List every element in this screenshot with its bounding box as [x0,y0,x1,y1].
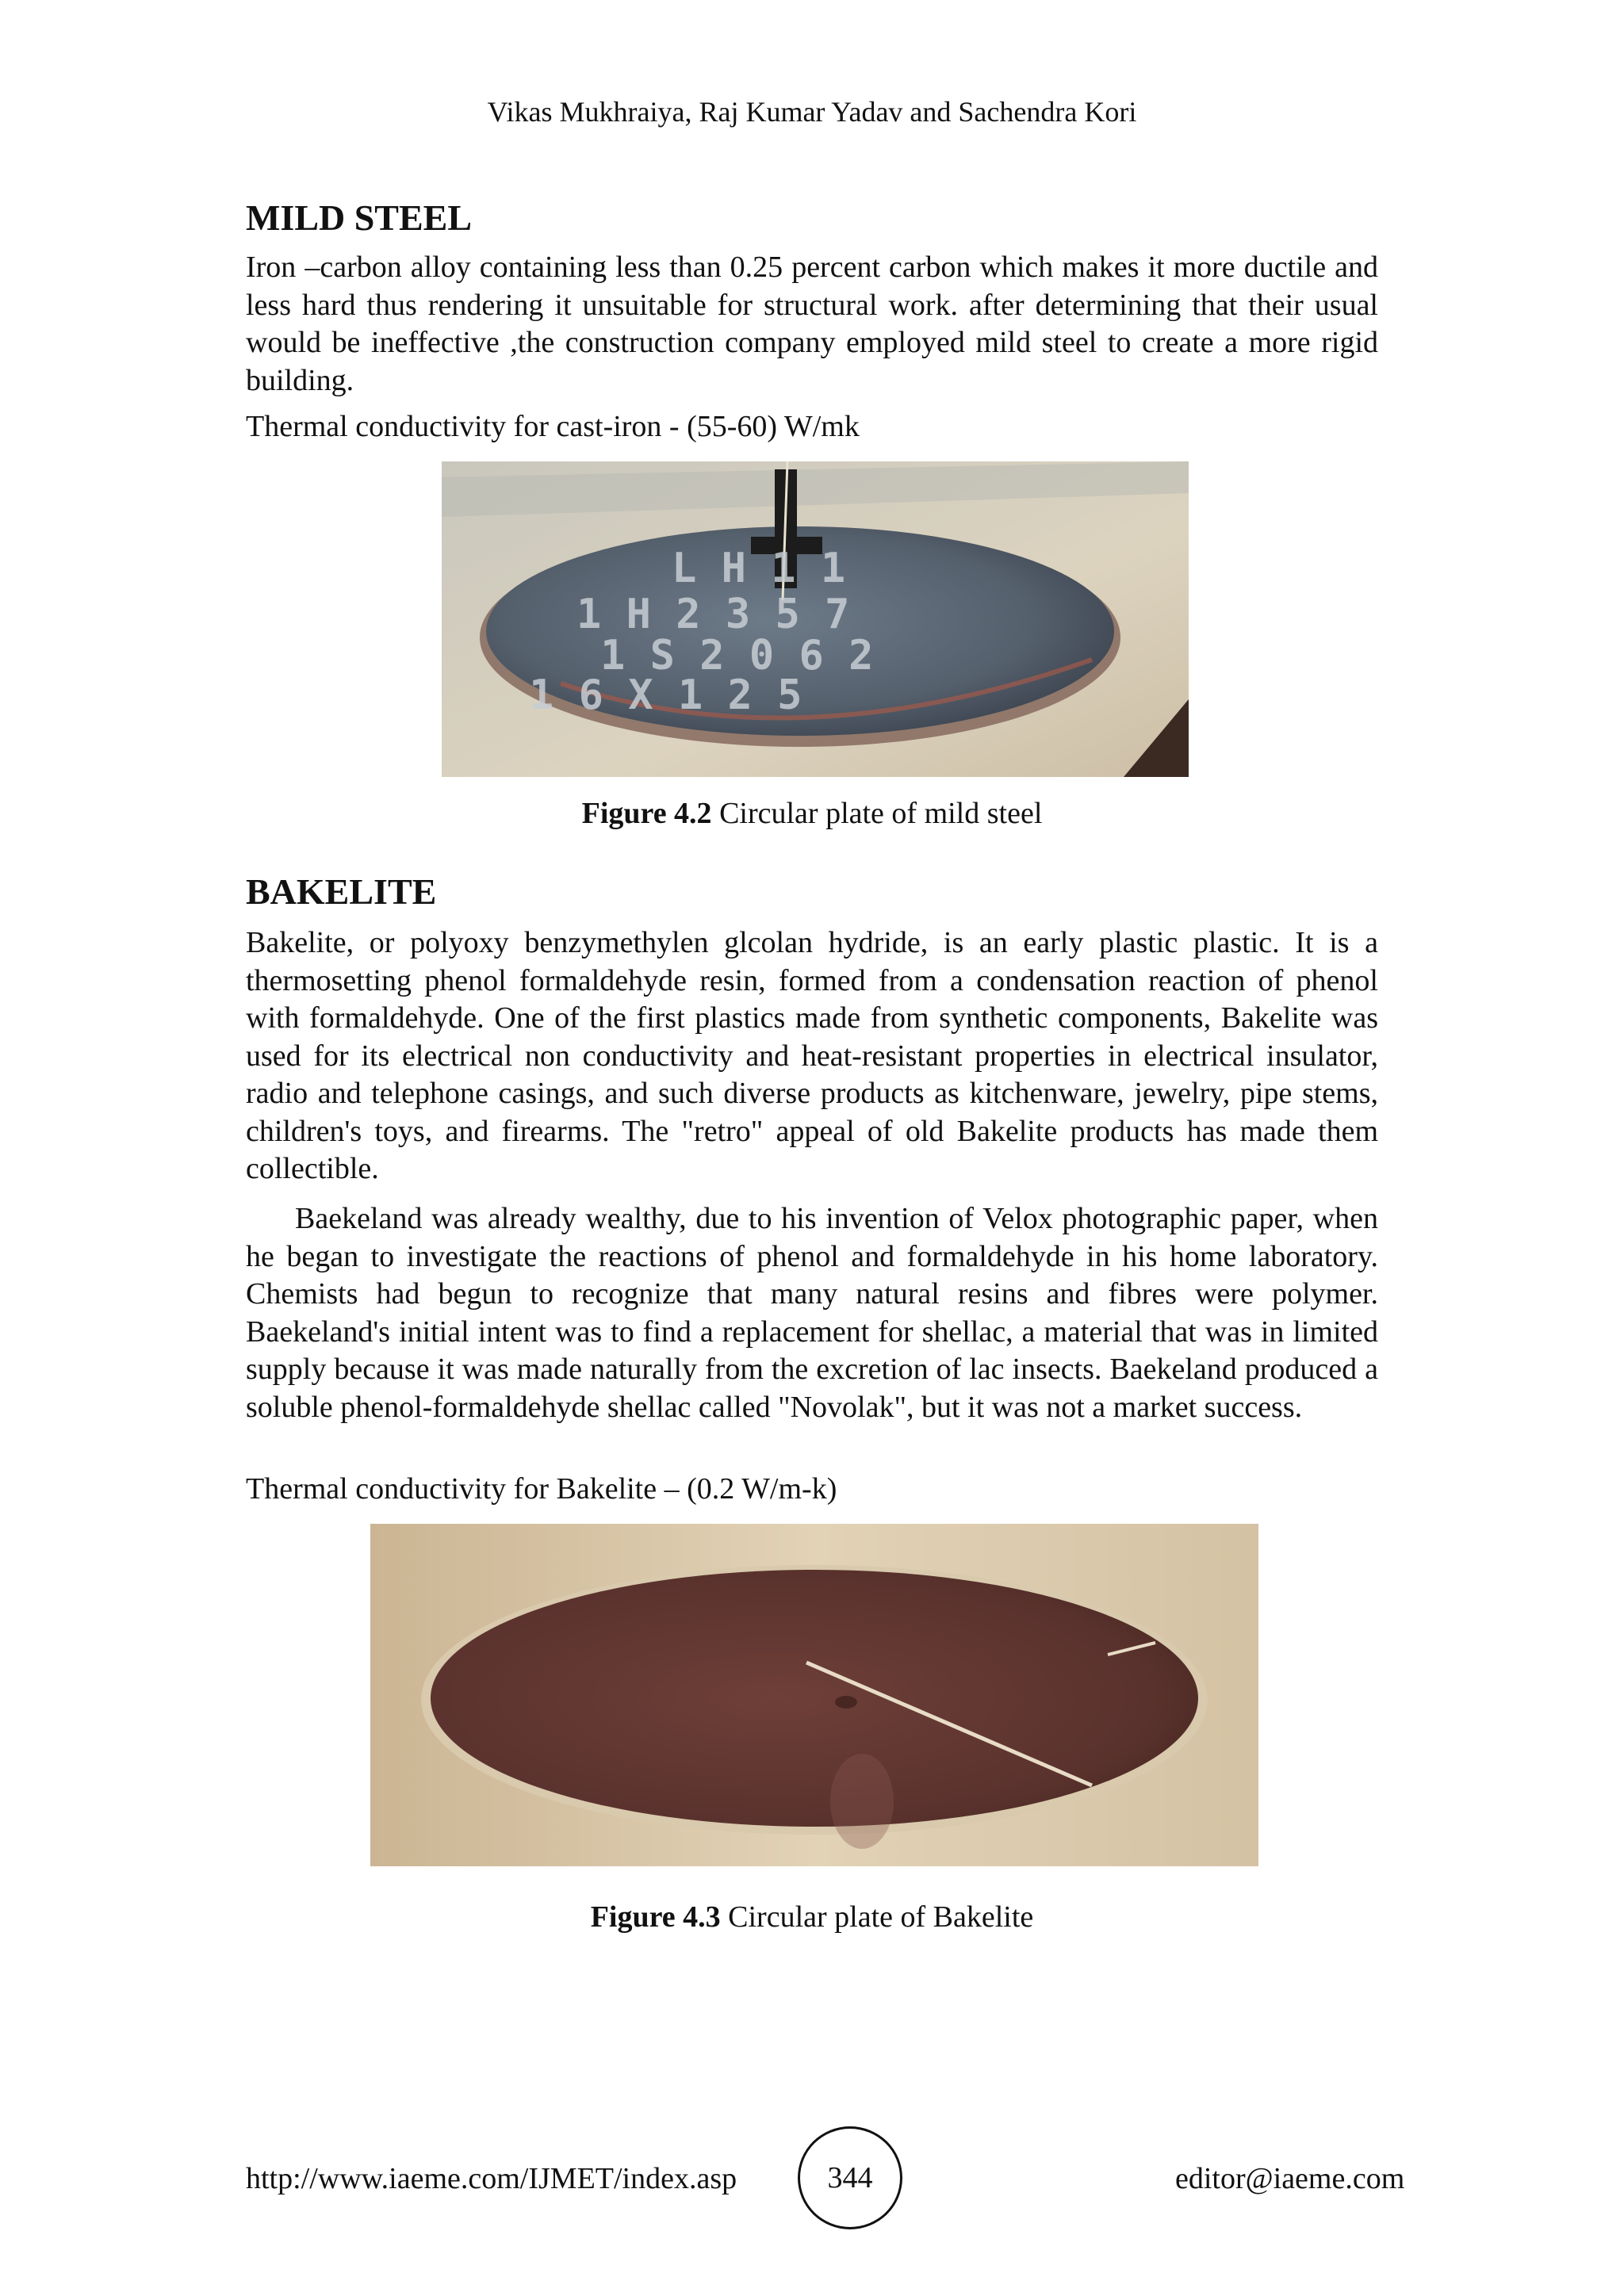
footer-email-link[interactable]: editor@iaeme.com [1175,2162,1405,2195]
bakelite-plate-photo [370,1524,1258,1866]
mild-steel-paragraph: Iron –carbon alloy containing less than 0.25 percent carbon which makes it more ductile and less hard thus rendering it unsuitable for structural work. after determining that their usual would be ineffective ,the construction company employed mild steel to create a more rigid building. [246,251,1378,397]
bakelite-paragraph-2: Baekeland was already wealthy, due to his invention of Velox photographic paper, when he began to investigate the reactions of phenol and formaldehyde in his home laboratory. Chemists had begun to recognize that many natural resins and fibres were polymer. Baekeland's initial intent was to find a replacement for shellac, a material that was in limited supply because it was made naturally from the excretion of lac insects. Baekeland produced a soluble phenol-formaldehyde shellac called "Novolak", but it was not a market success. [246,1202,1378,1424]
figure-4-3-caption [0,1900,1624,1934]
figure-4-3-label: Figure 4.3 [590,1900,721,1934]
page-number [798,2126,902,2229]
mild-steel-conductivity: Thermal conductivity for cast-iron - (55-60) W/mk [246,410,860,443]
figure-4-3-text: Circular plate of Bakelite [728,1900,1034,1934]
section-heading-bakelite: BAKELITE [246,871,437,912]
figure-4-2-caption [0,796,1624,831]
page-number-text: 344 [827,2161,873,2195]
stamp-line-4: 1 6 X 1 2 5 [529,672,802,719]
running-header: Vikas Mukhraiya, Raj Kumar Yadav and Sachendra Kori [487,96,1137,128]
figure-4-2-label: Figure 4.2 [581,797,712,830]
bakelite-paragraph-1: Bakelite, or polyoxy benzymethylen glcolan hydride, is an early plastic plastic. It is a thermosetting phenol formaldehyde resin, formed from a condensation reaction of phenol with formaldehyde. One of the first plastics made from synthetic components, Bakelite was used for its electrical non conductivity and heat-resistant properties in electrical insulator, radio and telephone casings, and such diverse products as kitchenware, jewelry, pipe stems, children's toys, and firearms. The "retro" appeal of old Bakelite products has made them collectible. [246,926,1378,1185]
stamp-line-3: 1 S 2 0 6 2 [600,632,874,679]
footer-url-link[interactable]: http://www.iaeme.com/IJMET/index.asp [246,2162,737,2195]
stamp-line-1: L H 1 1 [672,545,846,592]
mild-steel-plate-photo [442,461,1189,777]
bakelite-conductivity: Thermal conductivity for Bakelite – (0.2 W/m-k) [246,1472,837,1506]
stamp-line-2: 1 H 2 3 5 7 [576,591,850,638]
section-heading-mild-steel: MILD STEEL [246,197,473,238]
figure-4-2-text: Circular plate of mild steel [719,797,1043,830]
